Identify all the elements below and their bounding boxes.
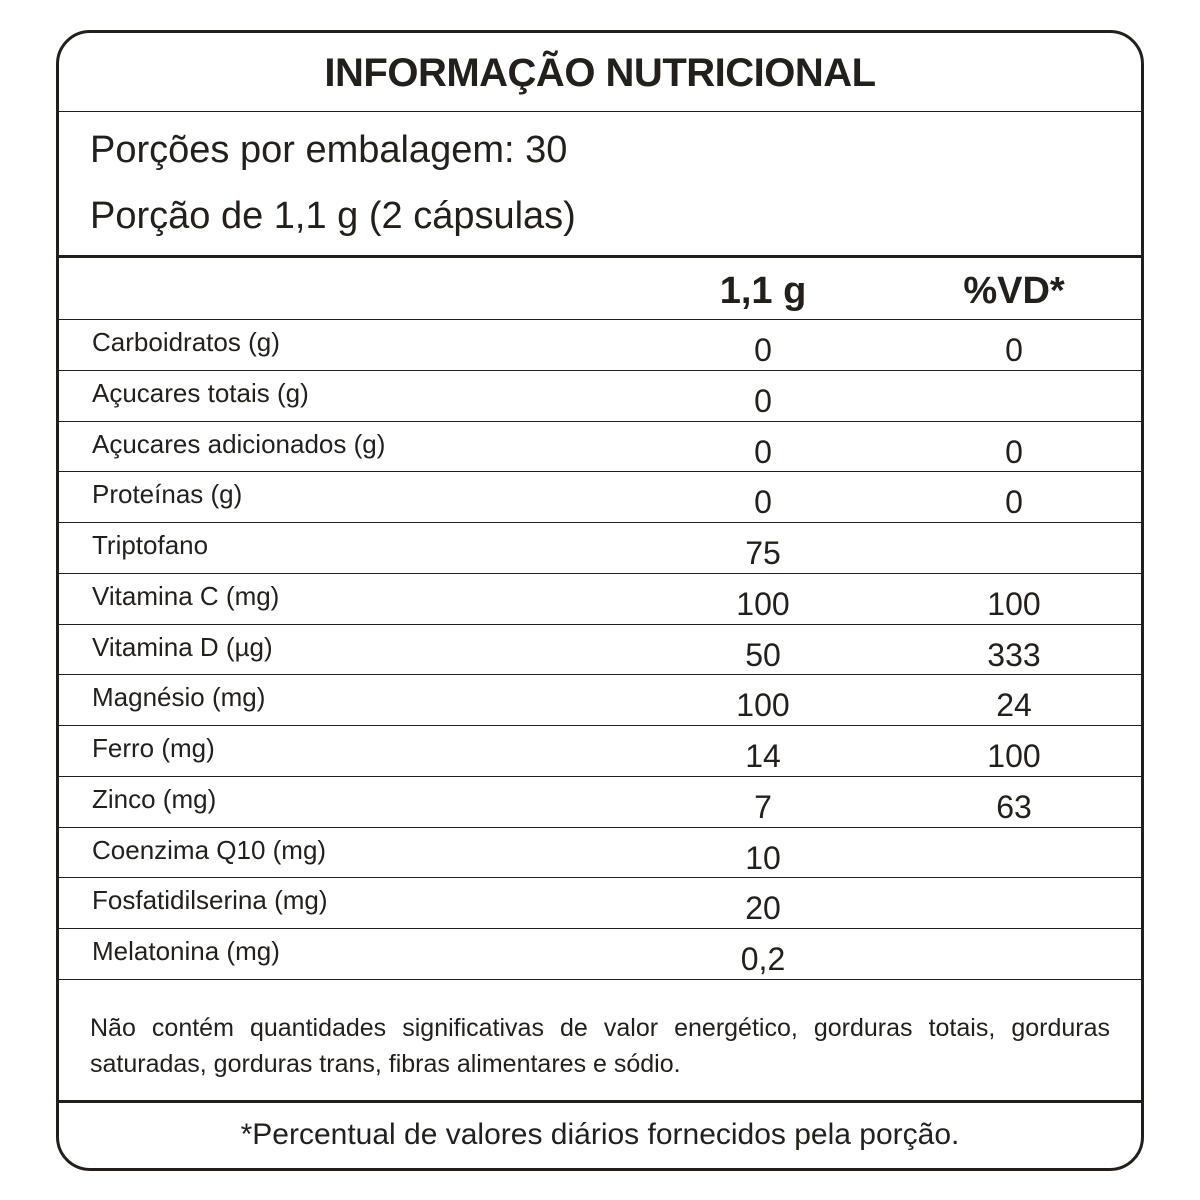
servings-per-package: Porções por embalagem: 30 <box>90 129 568 171</box>
nutrient-name: Melatonina (mg) <box>92 936 280 966</box>
nutrient-name: Ferro (mg) <box>92 733 215 763</box>
nutrient-dv: 100 <box>987 585 1041 622</box>
nutrient-amount: 0,2 <box>740 941 786 977</box>
nutrient-name: Vitamina C (mg) <box>92 580 280 611</box>
nutrient-amount: 100 <box>736 687 790 724</box>
nutrient-name: Zinco (mg) <box>92 783 217 814</box>
serving-size: Porção de 1,1 g (2 cápsulas) <box>90 195 576 237</box>
nutrient-amount: 0 <box>754 382 772 419</box>
nutrient-amount: 0 <box>754 332 772 368</box>
table-row <box>59 371 1141 422</box>
nutrient-amount: 100 <box>736 585 790 622</box>
nutrient-dv: 63 <box>996 788 1032 825</box>
nutrient-amount: 50 <box>745 636 781 673</box>
table-row <box>59 929 1141 980</box>
title-bar <box>59 33 1141 112</box>
nutrient-amount: 75 <box>745 535 781 571</box>
table-row <box>59 777 1141 828</box>
nutrient-name: Açucares adicionados (g) <box>92 428 386 459</box>
nutrient-name: Açucares totais (g) <box>92 377 309 408</box>
table-row <box>59 878 1141 929</box>
nutrition-facts-panel <box>56 30 1144 1171</box>
table-row <box>59 472 1141 523</box>
nutrient-dv: 0 <box>1005 433 1023 470</box>
nutrient-name: Vitamina D (µg) <box>92 631 273 662</box>
nutrient-amount: 20 <box>745 890 781 927</box>
table-row <box>59 422 1141 473</box>
footer <box>59 1100 1141 1168</box>
nutrient-amount: 10 <box>745 839 781 876</box>
table-row <box>59 675 1141 726</box>
nutrient-dv: 0 <box>1005 332 1023 368</box>
nutrient-amount: 0 <box>754 484 772 521</box>
nutrient-name: Fosfatidilserina (mg) <box>92 885 328 916</box>
nutrient-amount: 14 <box>745 738 781 774</box>
nutrient-amount: 7 <box>754 788 772 825</box>
nutrient-dv: 0 <box>1005 484 1023 521</box>
nutrient-name: Coenzima Q10 (mg) <box>92 834 327 865</box>
nutrient-dv: 100 <box>987 738 1041 774</box>
column-header-amount: 1,1 g <box>719 270 807 312</box>
table-row <box>59 320 1141 371</box>
servings-section <box>59 112 1141 258</box>
column-header-dv: %VD* <box>963 270 1065 312</box>
page-title: INFORMAÇÃO NUTRICIONAL <box>324 51 876 95</box>
nutrient-dv: 333 <box>987 636 1041 673</box>
nutrient-dv: 24 <box>996 687 1032 724</box>
note-text: Não contém quantidades significativas de valor energético, gorduras totais, gorduras saturadas, gorduras trans, fibras alimentares e sódio. <box>90 1014 1110 1078</box>
table-row <box>59 625 1141 676</box>
table-row <box>59 828 1141 879</box>
nutrient-amount: 0 <box>754 433 772 470</box>
nutrient-name: Carboidratos (g) <box>92 327 280 357</box>
nutrient-name: Triptofano <box>92 530 209 560</box>
nutrient-name: Proteínas (g) <box>92 479 243 510</box>
table-row <box>59 574 1141 625</box>
table-header <box>59 258 1141 320</box>
footnote: *Percentual de valores diários fornecidos pela porção. <box>240 1118 960 1151</box>
nutrient-name: Magnésio (mg) <box>92 682 266 713</box>
table-row <box>59 523 1141 574</box>
table-row <box>59 726 1141 777</box>
